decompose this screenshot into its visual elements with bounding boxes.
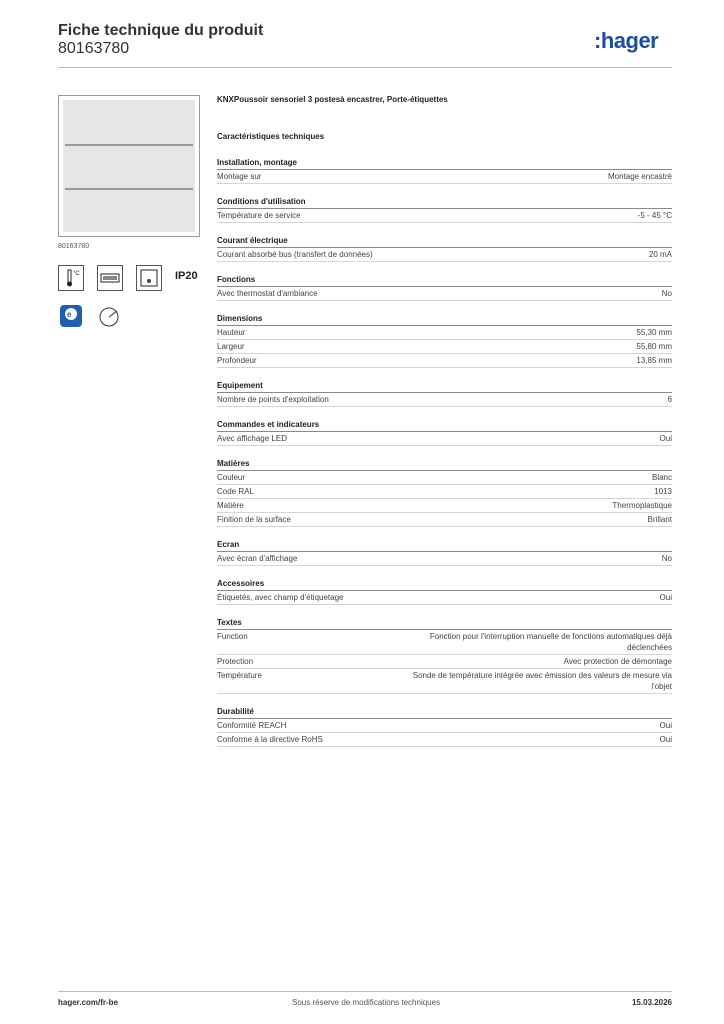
spec-row <box>217 485 672 499</box>
spec-row <box>217 552 672 566</box>
spec-group <box>217 235 672 262</box>
spec-row <box>217 432 672 446</box>
svg-text:°C: °C <box>73 271 80 277</box>
spec-row <box>217 513 672 527</box>
spec-value: Montage encastré <box>607 172 672 181</box>
spec-label: Matière <box>217 501 244 510</box>
spec-value: No <box>661 289 672 298</box>
spec-row <box>217 630 672 655</box>
spec-group-title: Ecran <box>217 539 672 552</box>
spec-value: Oui <box>659 434 672 443</box>
spec-value: Oui <box>659 721 672 730</box>
spec-label: Hauteur <box>217 328 246 337</box>
spec-group <box>217 706 672 747</box>
spec-value: 1013 <box>654 487 672 496</box>
spec-group <box>217 617 672 694</box>
spec-group-title: Commandes et indicateurs <box>217 419 672 432</box>
spec-group-title: Conditions d'utilisation <box>217 196 672 209</box>
spec-label: Avec thermostat d'ambiance <box>217 289 318 298</box>
spec-label: Étiquetés, avec champ d'étiquetage <box>217 593 344 602</box>
spec-label: Largeur <box>217 342 245 351</box>
spec-group-title: Dimensions <box>217 313 672 326</box>
spec-value: 55,80 mm <box>636 342 672 351</box>
spec-label: Avec affichage LED <box>217 434 287 443</box>
spec-row <box>217 326 672 340</box>
page-title: Fiche technique du produit <box>58 22 264 39</box>
spec-label: Function <box>217 632 248 641</box>
svg-text:e: e <box>67 310 72 319</box>
spec-group <box>217 578 672 605</box>
spec-group-title: Matières <box>217 458 672 471</box>
spec-group <box>217 458 672 527</box>
spec-value: 55,30 mm <box>636 328 672 337</box>
spec-label: Profondeur <box>217 356 257 365</box>
spec-label: Finition de la surface <box>217 515 291 524</box>
spec-heading: Caractéristiques techniques <box>217 132 325 141</box>
footer-notice: Sous réserve de modifications techniques <box>292 998 441 1007</box>
spec-value: 6 <box>667 395 672 404</box>
spec-group-title: Accessoires <box>217 578 672 591</box>
footer-divider <box>58 991 672 992</box>
product-image <box>58 95 200 237</box>
spec-row <box>217 655 672 669</box>
footer-site: hager.com/fr-be <box>58 998 119 1007</box>
spec-label: Courant absorbé bus (transfert de données) <box>217 250 373 259</box>
spec-group-title: Textes <box>217 617 672 630</box>
spec-group <box>217 539 672 566</box>
spec-row <box>217 354 672 368</box>
product-title: KNXPoussoir sensoriel 3 postesà encastrer, Porte-étiquettes <box>217 95 448 104</box>
spec-label: Conformité REACH <box>217 721 287 730</box>
spec-group <box>217 157 672 184</box>
spec-group-title: Equipement <box>217 380 672 393</box>
spec-label: Code RAL <box>217 487 254 496</box>
temperature-icon <box>58 265 84 291</box>
spec-value: Thermoplastique <box>612 501 672 510</box>
spec-row <box>217 340 672 354</box>
header-divider <box>58 67 672 68</box>
spec-label: Couleur <box>217 473 246 482</box>
spec-value: 20 mA <box>648 250 672 259</box>
spec-row <box>217 591 672 605</box>
spec-row <box>217 499 672 513</box>
spec-label: Protection <box>217 657 254 666</box>
spec-row <box>217 669 672 694</box>
spec-value: Brillant <box>647 515 672 524</box>
spec-group-title: Installation, montage <box>217 157 672 170</box>
spec-value: Blanc <box>651 473 672 482</box>
spec-value: -5 - 45 °C <box>637 211 672 220</box>
spec-row <box>217 393 672 407</box>
footer-date: 15.03.2026 <box>631 998 672 1007</box>
epd-icon <box>58 303 84 329</box>
product-image-caption: 80163780 <box>58 243 90 250</box>
spec-value: Avec protection de démontage <box>563 657 672 666</box>
spec-value: Oui <box>659 593 672 602</box>
ip-rating: IP20 <box>175 270 198 282</box>
spec-groups <box>217 157 672 747</box>
spec-group <box>217 274 672 301</box>
spec-group <box>217 380 672 407</box>
spec-row <box>217 471 672 485</box>
spec-value: No <box>661 554 672 563</box>
spec-label: Conforme à la directive RoHS <box>217 735 323 744</box>
logo-text: hager <box>600 28 659 53</box>
display-icon <box>97 265 123 291</box>
spec-row <box>217 733 672 747</box>
spec-label: Montage sur <box>217 172 262 181</box>
spec-group <box>217 196 672 223</box>
spec-group <box>217 313 672 368</box>
spec-row <box>217 209 672 223</box>
spec-label: Nombre de points d'exploitation <box>217 395 329 404</box>
spec-value: Fonction pour l'interruption manuelle de fonctions automatiques déjà déclenchées <box>429 632 672 652</box>
spec-value: 13,85 mm <box>636 356 672 365</box>
spec-label: Avec écran d'affichage <box>217 554 298 563</box>
spec-group-title: Courant électrique <box>217 235 672 248</box>
spec-row <box>217 287 672 301</box>
spec-row <box>217 248 672 262</box>
spec-label: Température <box>217 671 262 680</box>
spec-row <box>217 719 672 733</box>
spec-group-title: Durabilité <box>217 706 672 719</box>
tilt-icon <box>97 303 123 329</box>
spec-panel <box>217 95 672 759</box>
spec-value: Oui <box>659 735 672 744</box>
hager-logo: :hager <box>594 28 659 53</box>
product-code: 80163780 <box>58 40 130 57</box>
spec-value: Sonde de température intégrée avec émission des valeurs de mesure via l'objet <box>412 671 672 691</box>
spec-group <box>217 419 672 446</box>
spec-group-title: Fonctions <box>217 274 672 287</box>
spec-label: Température de service <box>217 211 301 220</box>
sensor-icon <box>136 265 162 291</box>
spec-row <box>217 170 672 184</box>
